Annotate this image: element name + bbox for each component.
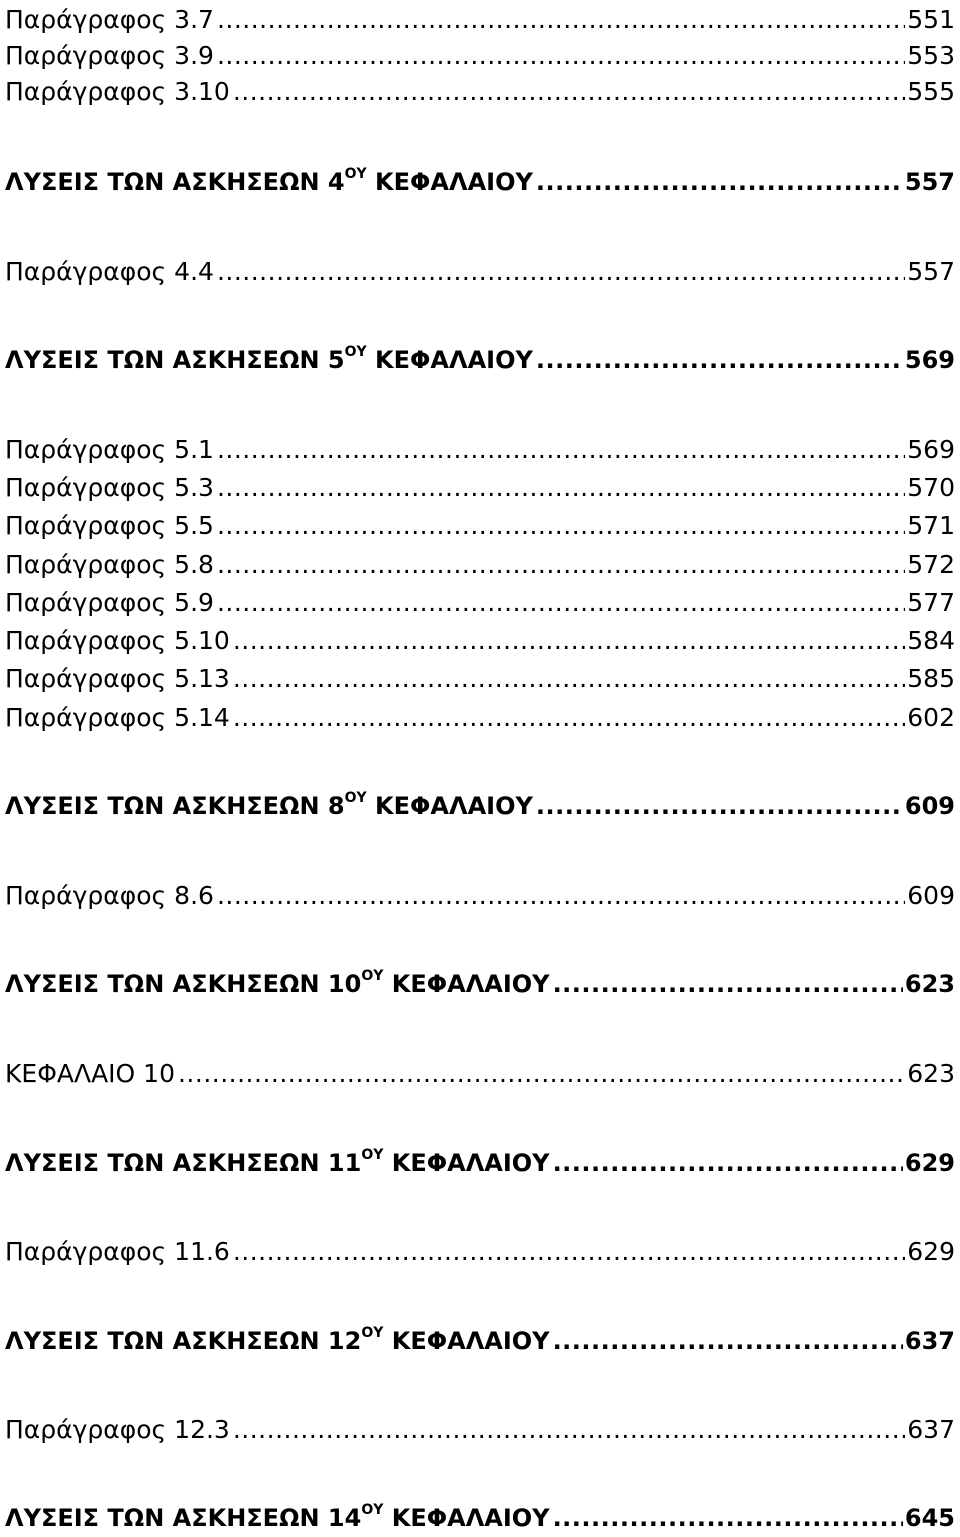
dot-leader [536,164,903,200]
toc-entry-chapter[interactable] [5,966,955,1002]
toc-entry-page: 577 [907,588,955,617]
toc-entry-page: 623 [907,1059,955,1088]
toc-entry-section[interactable] [5,74,955,110]
toc-entry-section[interactable] [5,2,955,38]
toc-entry-label [5,342,533,378]
ordinal-suffix: ΟΥ [361,1147,384,1163]
chapter-title: ΛΥΣΕΙΣ ΤΩΝ ΑΣΚΗΣΕΩΝ 4 [5,168,345,196]
toc-entry-label: Παράγραφος 5.8 [5,550,214,579]
chapter-title-end: ΚΕΦΑΛΑΙΟΥ [366,792,533,820]
chapter-title: ΛΥΣΕΙΣ ΤΩΝ ΑΣΚΗΣΕΩΝ 12 [5,1327,362,1355]
toc-entry-label: Παράγραφος 3.10 [5,77,230,106]
toc-entry-section[interactable] [5,700,955,736]
toc-entry-label [5,788,533,824]
toc-entry-section[interactable] [5,1412,955,1448]
toc-entry-label: Παράγραφος 5.14 [5,703,230,732]
ordinal-suffix: ΟΥ [361,1502,384,1518]
toc-entry-section[interactable] [5,432,955,468]
toc-entry-label: Παράγραφος 12.3 [5,1415,230,1444]
toc-entry-page: 637 [907,1415,955,1444]
toc-entry-chapter[interactable] [5,342,955,378]
dot-leader [217,547,905,583]
dot-leader [217,254,905,290]
dot-leader [233,1234,905,1270]
toc-entry-page: 572 [907,550,955,579]
dot-leader [178,1056,905,1092]
dot-leader [553,966,903,1002]
dot-leader [553,1323,903,1359]
toc-entry-section[interactable] [5,623,955,659]
dot-leader [217,470,905,506]
dot-leader [217,432,905,468]
dot-leader [217,38,905,74]
dot-leader [217,878,905,914]
toc-entry-section[interactable] [5,585,955,621]
toc-entry-label [5,1145,550,1181]
toc-entry-label: Παράγραφος 11.6 [5,1237,230,1266]
dot-leader [553,1500,903,1536]
chapter-title: ΛΥΣΕΙΣ ΤΩΝ ΑΣΚΗΣΕΩΝ 10 [5,970,362,998]
ordinal-suffix: ΟΥ [344,790,367,806]
toc-entry-page: 637 [904,1327,955,1355]
toc-entry-page: 555 [907,77,955,106]
dot-leader [233,1412,905,1448]
chapter-title: ΛΥΣΕΙΣ ΤΩΝ ΑΣΚΗΣΕΩΝ 8 [5,792,345,820]
toc-entry-label [5,1500,550,1536]
dot-leader [217,585,905,621]
toc-entry-page: 645 [904,1504,955,1532]
chapter-title: ΛΥΣΕΙΣ ΤΩΝ ΑΣΚΗΣΕΩΝ 5 [5,346,345,374]
toc-entry-label: Παράγραφος 5.5 [5,511,214,540]
ordinal-suffix: ΟΥ [361,1325,384,1341]
toc-entry-label [5,966,550,1002]
toc-entry-chapter[interactable] [5,1145,955,1181]
toc-entry-label [5,164,533,200]
toc-entry-label: Παράγραφος 3.9 [5,41,214,70]
chapter-title: ΛΥΣΕΙΣ ΤΩΝ ΑΣΚΗΣΕΩΝ 11 [5,1149,362,1177]
toc-entry-section[interactable] [5,38,955,74]
chapter-title-end: ΚΕΦΑΛΑΙΟΥ [383,1504,550,1532]
toc-entry-label: ΚΕΦΑΛΑΙΟ 10 [5,1059,175,1088]
toc-entry-section[interactable] [5,1234,955,1270]
toc-entry-page: 609 [904,792,955,820]
ordinal-suffix: ΟΥ [344,166,367,182]
ordinal-suffix: ΟΥ [344,344,367,360]
toc-entry-page: 609 [907,881,955,910]
toc-entry-section[interactable] [5,254,955,290]
dot-leader [217,508,905,544]
toc-entry-label: Παράγραφος 8.6 [5,881,214,910]
toc-entry-page: 629 [904,1149,955,1177]
toc-entry-page: 623 [904,970,955,998]
toc-entry-label: Παράγραφος 5.13 [5,664,230,693]
toc-entry-page: 584 [907,626,955,655]
toc-entry-page: 569 [904,346,955,374]
dot-leader [233,74,905,110]
dot-leader [217,2,905,38]
toc-entry-chapter[interactable] [5,788,955,824]
toc-entry-page: 629 [907,1237,955,1266]
toc-entry-chapter[interactable] [5,164,955,200]
dot-leader [233,661,905,697]
toc-entry-section[interactable] [5,661,955,697]
toc-entry-section[interactable] [5,508,955,544]
toc-entry-label: Παράγραφος 5.10 [5,626,230,655]
toc-entry-page: 570 [907,473,955,502]
toc-entry-label: Παράγραφος 5.9 [5,588,214,617]
toc-entry-page: 551 [907,5,955,34]
toc-entry-page: 571 [907,511,955,540]
toc-entry-page: 557 [904,168,955,196]
chapter-title-end: ΚΕΦΑΛΑΙΟΥ [383,970,550,998]
toc-entry-chapter[interactable] [5,1500,955,1536]
chapter-title: ΛΥΣΕΙΣ ΤΩΝ ΑΣΚΗΣΕΩΝ 14 [5,1504,362,1532]
toc-entry-chapter[interactable] [5,1323,955,1359]
dot-leader [233,623,905,659]
toc-entry-section[interactable] [5,878,955,914]
toc-entry-label: Παράγραφος 3.7 [5,5,214,34]
toc-entry-section[interactable] [5,1056,955,1092]
dot-leader [233,700,905,736]
toc-entry-label: Παράγραφος 5.3 [5,473,214,502]
toc-entry-page: 569 [907,435,955,464]
toc-entry-page: 553 [907,41,955,70]
toc-entry-section[interactable] [5,470,955,506]
dot-leader [553,1145,903,1181]
toc-entry-label: Παράγραφος 4.4 [5,257,214,286]
dot-leader [536,788,903,824]
toc-entry-label [5,1323,550,1359]
ordinal-suffix: ΟΥ [361,968,384,984]
chapter-title-end: ΚΕΦΑΛΑΙΟΥ [383,1327,550,1355]
toc-entry-page: 557 [907,257,955,286]
toc-entry-section[interactable] [5,547,955,583]
toc-entry-label: Παράγραφος 5.1 [5,435,214,464]
toc-entry-page: 602 [907,703,955,732]
dot-leader [536,342,903,378]
chapter-title-end: ΚΕΦΑΛΑΙΟΥ [383,1149,550,1177]
chapter-title-end: ΚΕΦΑΛΑΙΟΥ [366,346,533,374]
chapter-title-end: ΚΕΦΑΛΑΙΟΥ [366,168,533,196]
toc-entry-page: 585 [907,664,955,693]
